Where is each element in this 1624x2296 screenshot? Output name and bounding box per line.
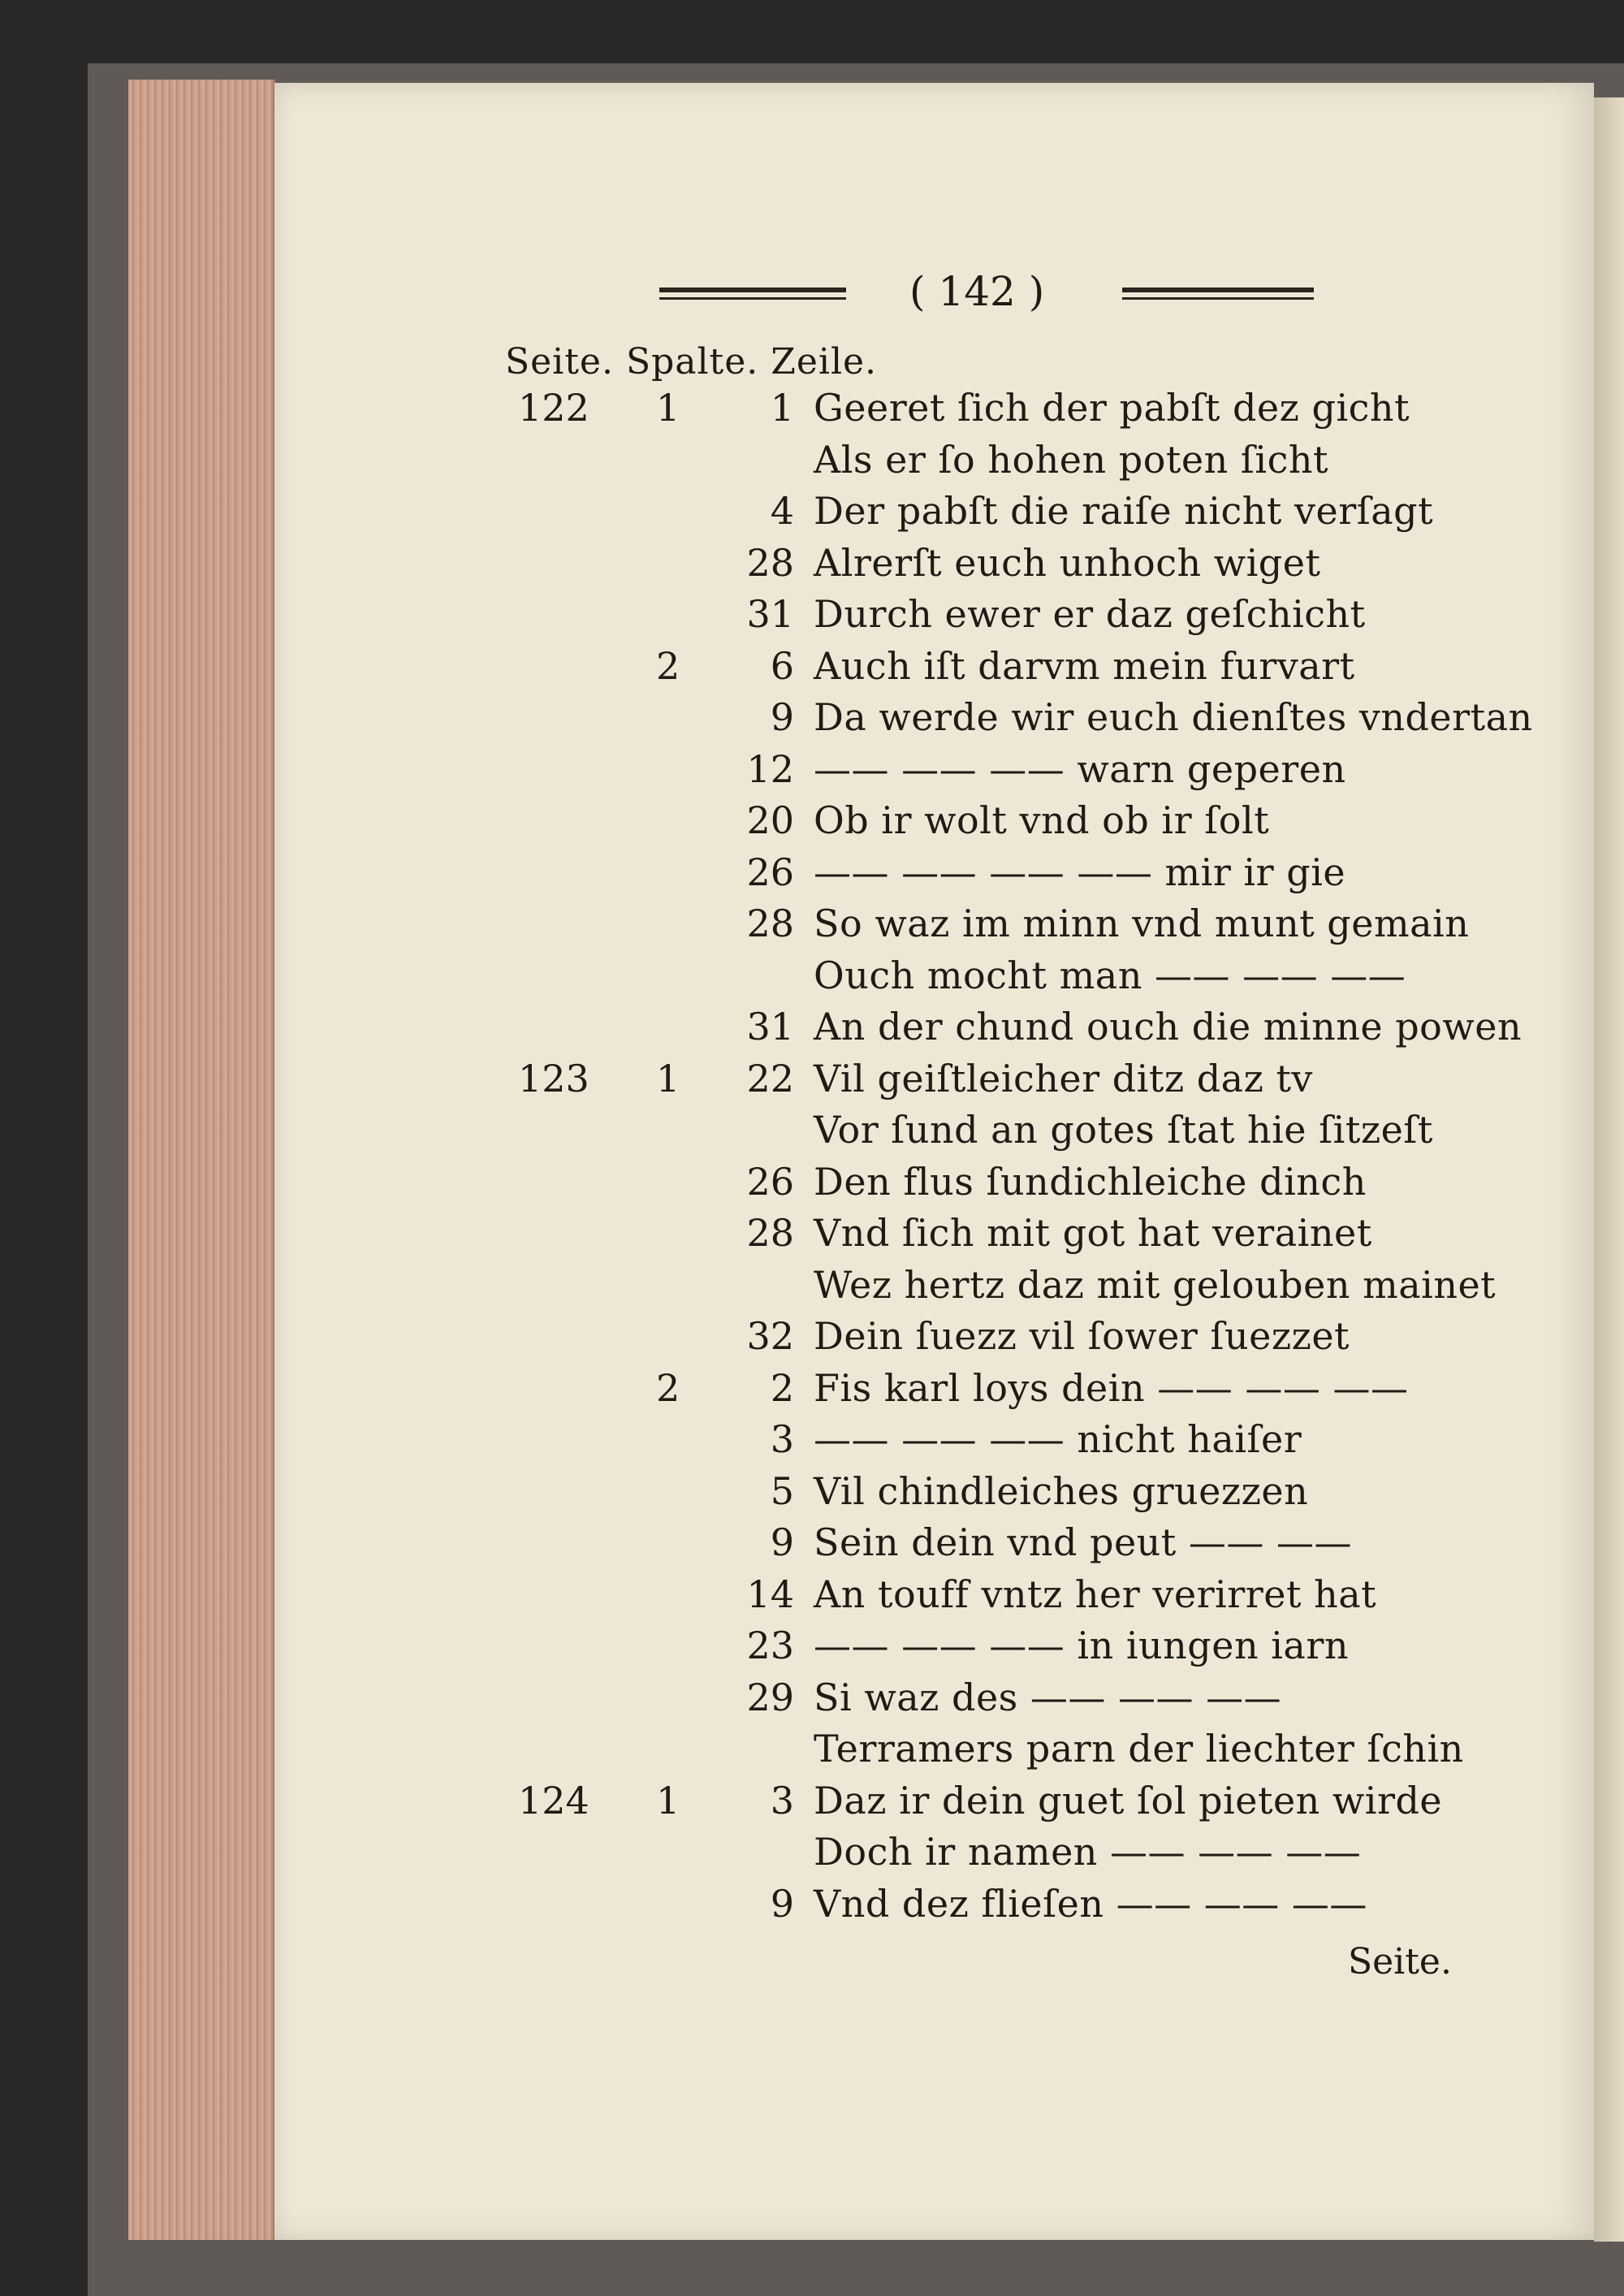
- errata-row: [0, 1520, 1624, 1572]
- errata-row: [0, 1830, 1624, 1882]
- zeile-number: 4: [770, 489, 794, 533]
- errata-row: [0, 747, 1624, 799]
- zeile-number: 32: [746, 1314, 794, 1358]
- errata-row: [0, 1005, 1624, 1057]
- header-rule-right: [1122, 288, 1314, 300]
- column-headings: Seite. Spalte. Zeile.: [505, 341, 878, 383]
- corrected-line: Terramers parn der liechter ſchin: [814, 1727, 1464, 1771]
- zeile-number: 9: [770, 1881, 794, 1926]
- errata-row: [0, 438, 1624, 490]
- corrected-line: Auch iſt darvm mein furvart: [814, 643, 1355, 688]
- errata-row: [0, 1624, 1624, 1676]
- corrected-line: Ob ir wolt vnd ob ir ſolt: [814, 798, 1270, 842]
- zeile-number: 5: [770, 1468, 794, 1513]
- corrected-line: Doch ir namen —— —— ——: [814, 1830, 1362, 1874]
- zeile-number: 2: [770, 1365, 794, 1410]
- zeile-number: 14: [746, 1572, 794, 1616]
- errata-row: [0, 1882, 1624, 1934]
- zeile-number: 20: [746, 798, 794, 842]
- zeile-number: 1: [770, 386, 794, 430]
- corrected-line: Dein ſuezz vil ſower ſuezzet: [814, 1314, 1350, 1358]
- errata-row: [0, 902, 1624, 953]
- errata-row: [0, 1469, 1624, 1521]
- zeile-number: 28: [746, 540, 794, 585]
- corrected-line: Si waz des —— —— ——: [814, 1675, 1282, 1719]
- zeile-number: 9: [770, 695, 794, 739]
- errata-row: [0, 1108, 1624, 1160]
- errata-row: [0, 541, 1624, 593]
- corrected-line: Vil chindleiches gruezzen: [814, 1468, 1309, 1513]
- errata-row: [0, 592, 1624, 644]
- zeile-number: 28: [746, 902, 794, 945]
- corrected-line: Als er ſo hohen poten ſicht: [814, 437, 1328, 482]
- errata-row: [0, 1263, 1624, 1315]
- zeile-number: 6: [770, 643, 794, 688]
- errata-row: [0, 386, 1624, 438]
- errata-row: [0, 1160, 1624, 1212]
- zeile-number: 26: [746, 1159, 794, 1204]
- corrected-line: —— —— —— warn geperen: [814, 746, 1346, 791]
- zeile-number: 9: [770, 1520, 794, 1564]
- seite-number: 122: [518, 386, 590, 430]
- corrected-line: Vnd dez flieſen —— —— ——: [814, 1881, 1367, 1926]
- errata-row: [0, 1314, 1624, 1366]
- zeile-number: 22: [746, 1056, 794, 1100]
- errata-row: [0, 798, 1624, 850]
- errata-row: [0, 1572, 1624, 1624]
- errata-row: [0, 1779, 1624, 1831]
- errata-row: [0, 695, 1624, 747]
- errata-row: [0, 1211, 1624, 1263]
- spalte-number: 1: [656, 1778, 680, 1823]
- errata-row: [0, 1727, 1624, 1779]
- zeile-number: 29: [746, 1675, 794, 1719]
- page-header: [0, 268, 1624, 325]
- errata-row: [0, 489, 1624, 541]
- corrected-line: Vor ſund an gotes ſtat hie ſitzeſt: [814, 1108, 1433, 1152]
- errata-row: [0, 1676, 1624, 1727]
- corrected-line: Wez hertz daz mit gelouben mainet: [814, 1262, 1497, 1307]
- corrected-line: Der pabſt die raiſe nicht verſagt: [814, 489, 1434, 533]
- spalte-number: 1: [656, 386, 680, 430]
- zeile-number: 31: [746, 592, 794, 636]
- corrected-line: —— —— —— nicht haiſer: [814, 1417, 1302, 1461]
- corrected-line: —— —— —— in iungen iarn: [814, 1624, 1349, 1667]
- corrected-line: Sein dein vnd peut —— ——: [814, 1520, 1353, 1564]
- corrected-line: An der chund ouch die minne powen: [814, 1005, 1522, 1049]
- corrected-line: Vnd ſich mit got hat verainet: [814, 1211, 1372, 1255]
- header-rule-left: [659, 288, 846, 300]
- zeile-number: 12: [746, 746, 794, 791]
- zeile-number: 28: [746, 1211, 794, 1255]
- errata-row: [0, 1417, 1624, 1469]
- corrected-line: Den flus ſundichleiche dinch: [814, 1159, 1367, 1204]
- zeile-number: 3: [770, 1778, 794, 1823]
- zeile-number: 3: [770, 1417, 794, 1461]
- corrected-line: Fis karl loys dein —— —— ——: [814, 1365, 1409, 1410]
- errata-row: [0, 850, 1624, 902]
- corrected-line: —— —— —— —— mir ir gie: [814, 850, 1346, 894]
- corrected-line: Durch ewer er daz geſchicht: [814, 592, 1366, 636]
- zeile-number: 23: [746, 1624, 794, 1667]
- corrected-line: Alrerſt euch unhoch wiget: [814, 540, 1321, 585]
- errata-row: [0, 1366, 1624, 1418]
- spalte-number: 2: [656, 643, 680, 688]
- corrected-line: So waz im minn vnd munt gemain: [814, 902, 1470, 945]
- errata-row: [0, 953, 1624, 1005]
- page-number: ( 142 ): [909, 268, 1045, 315]
- errata-row: [0, 644, 1624, 696]
- corrected-line: Da werde wir euch dienſtes vndertan: [814, 695, 1533, 739]
- catchword: Seite.: [1348, 1941, 1452, 1983]
- zeile-number: 31: [746, 1005, 794, 1049]
- corrected-line: Daz ir dein guet ſol pieten wirde: [814, 1778, 1443, 1823]
- spalte-number: 2: [656, 1365, 680, 1410]
- corrected-line: Vil geiſtleicher ditz daz tv: [814, 1056, 1313, 1100]
- seite-number: 123: [518, 1056, 590, 1100]
- corrected-line: An touff vntz her verirret hat: [814, 1572, 1377, 1616]
- spalte-number: 1: [656, 1056, 680, 1100]
- zeile-number: 26: [746, 850, 794, 894]
- errata-row: [0, 1057, 1624, 1109]
- corrected-line: Ouch mocht man —— —— ——: [814, 953, 1406, 997]
- corrected-line: Geeret ſich der pabſt dez gicht: [814, 386, 1410, 430]
- seite-number: 124: [518, 1778, 590, 1823]
